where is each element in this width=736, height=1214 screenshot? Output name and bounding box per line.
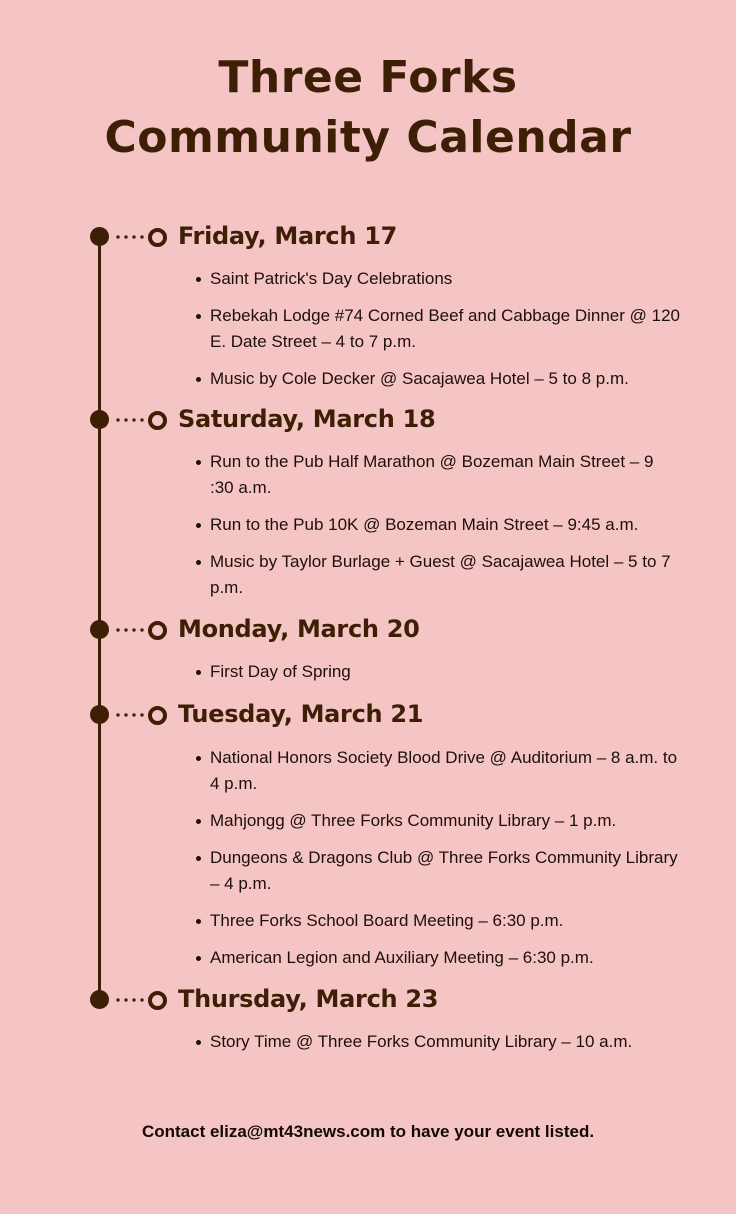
timeline-line [98,236,101,1000]
event-item: Run to the Pub 10K @ Bozeman Main Street – 9:45 a.m. [210,512,680,538]
event-item: Music by Taylor Burlage + Guest @ Sacajawea Hotel – 5 to 7 p.m. [210,549,680,601]
timeline-marker [90,226,180,248]
event-item: Dungeons & Dragons Club @ Three Forks Community Library – 4 p.m. [210,845,680,897]
ring-icon [148,706,167,725]
event-item: American Legion and Auxiliary Meeting – 6:30 p.m. [210,945,680,971]
event-item: National Honors Society Blood Drive @ Auditorium – 8 a.m. to 4 p.m. [210,745,680,797]
ring-icon [148,228,167,247]
day-heading: Monday, March 20 [178,615,420,643]
ring-icon [148,621,167,640]
dotted-connector-icon [114,235,146,239]
event-list [210,266,680,403]
event-list [210,449,680,612]
event-item: Music by Cole Decker @ Sacajawea Hotel – 5 to 8 p.m. [210,366,680,392]
timeline-dot-icon [90,990,109,1009]
event-item: Run to the Pub Half Marathon @ Bozeman Main Street – 9 :30 a.m. [210,449,680,501]
event-item: Rebekah Lodge #74 Corned Beef and Cabbage Dinner @ 120 E. Date Street – 4 to 7 p.m. [210,303,680,355]
page-title [0,48,736,168]
timeline-marker [90,989,180,1011]
timeline-marker [90,704,180,726]
timeline-dot-icon [90,410,109,429]
ring-icon [148,411,167,430]
day-heading: Tuesday, March 21 [178,700,424,728]
dotted-connector-icon [114,628,146,632]
event-list [210,745,680,982]
timeline-dot-icon [90,620,109,639]
ring-icon [148,991,167,1010]
day-heading: Thursday, March 23 [178,985,439,1013]
event-item: Mahjongg @ Three Forks Community Library – 1 p.m. [210,808,680,834]
title-line-2: Community Calendar [104,112,632,163]
event-item: Story Time @ Three Forks Community Library – 10 a.m. [210,1029,680,1055]
event-item: Three Forks School Board Meeting – 6:30 p.m. [210,908,680,934]
contact-footer: Contact eliza@mt43news.com to have your event listed. [141,1122,595,1141]
dotted-connector-icon [114,713,146,717]
timeline-marker [90,619,180,641]
timeline-dot-icon [90,227,109,246]
day-heading: Friday, March 17 [178,222,397,250]
dotted-connector-icon [114,418,146,422]
event-item: Saint Patrick's Day Celebrations [210,266,680,292]
event-list [210,1029,680,1066]
title-line-1: Three Forks [218,52,518,103]
timeline-dot-icon [90,705,109,724]
dotted-connector-icon [114,998,146,1002]
event-item: First Day of Spring [210,659,680,685]
timeline-marker [90,409,180,431]
day-heading: Saturday, March 18 [178,405,436,433]
event-list [210,659,680,696]
